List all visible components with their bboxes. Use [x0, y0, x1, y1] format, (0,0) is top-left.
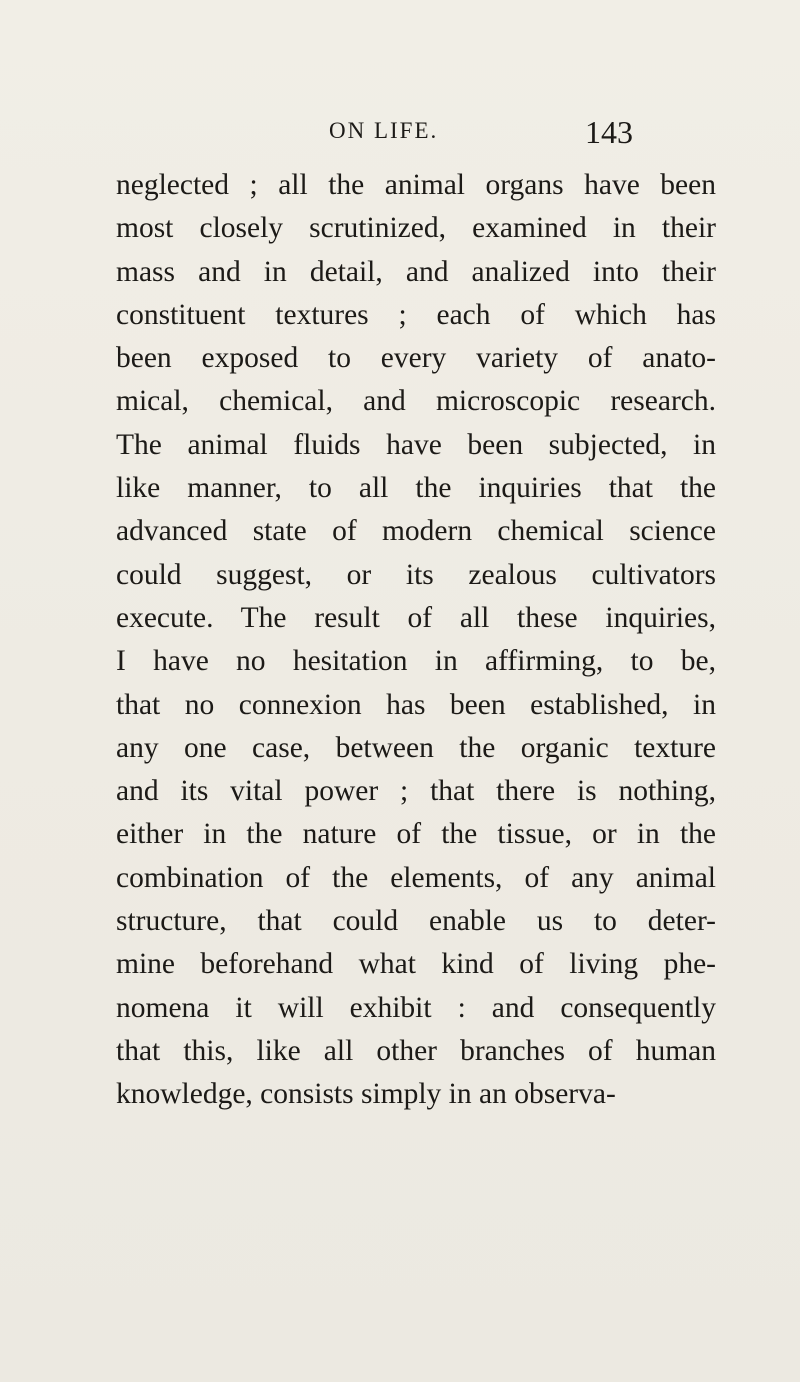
text-line: knowledge, consists simply in an observa- [116, 1078, 616, 1111]
running-head: ON LIFE. [329, 118, 439, 143]
text-line: most closely scrutinized, examined in their [116, 212, 716, 245]
text-line: mine beforehand what kind of living phe- [116, 948, 716, 981]
text-line: mass and in detail, and analized into their [116, 255, 716, 288]
text-line: like manner, to all the inquiries that the [116, 472, 716, 505]
text-line: advanced state of modern chemical science [116, 515, 716, 548]
page-header [0, 114, 800, 158]
text-line: neglected ; all the animal organs have been [116, 169, 716, 201]
text-line: been exposed to every variety of anato- [116, 342, 716, 375]
text-line: execute. The result of all these inquiries, [116, 601, 716, 634]
text-line: that this, like all other branches of human [116, 1034, 716, 1067]
text-line: constituent textures ; each of which has [116, 298, 716, 331]
body-text [116, 164, 716, 1117]
text-line: that no connexion has been established, in [116, 688, 716, 721]
text-line: either in the nature of the tissue, or in the [116, 818, 716, 851]
text-line: could suggest, or its zealous cultivators [116, 558, 716, 591]
text-line: any one case, between the organic texture [116, 731, 716, 764]
page-number: 143 [585, 114, 633, 150]
text-line: combination of the elements, of any animal [116, 861, 716, 894]
text-line: The animal fluids have been subjected, in [116, 428, 716, 461]
text-line: I have no hesitation in affirming, to be, [116, 645, 716, 678]
text-line: nomena it will exhibit : and consequently [116, 991, 716, 1024]
text-line: structure, that could enable us to deter- [116, 905, 716, 938]
text-line: mical, chemical, and microscopic research. [116, 385, 716, 418]
text-line: and its vital power ; that there is nothing, [116, 775, 716, 808]
